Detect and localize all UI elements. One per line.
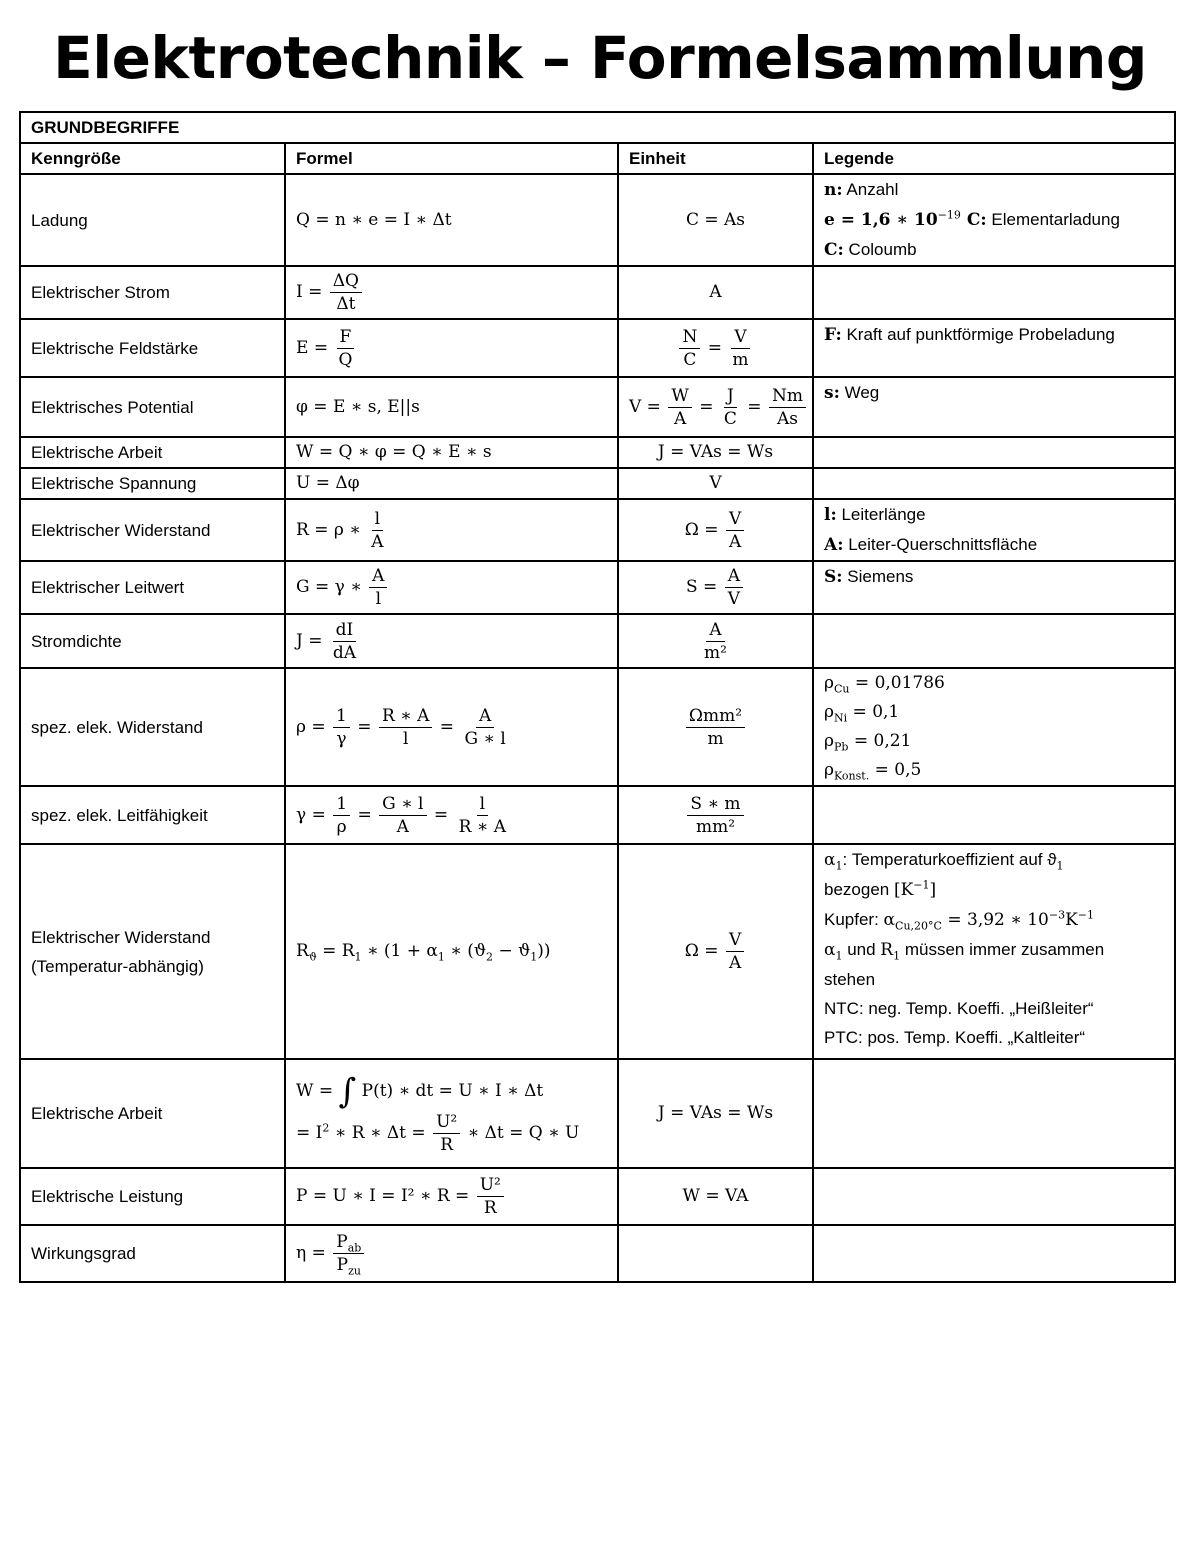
- legende: S: Siemens: [813, 561, 1175, 614]
- kenngroesse: Elektrischer Widerstand (Temperatur-abhängig): [20, 844, 285, 1059]
- formel: Q = n ∗ e = I ∗ Δt: [285, 174, 618, 266]
- legende: [813, 786, 1175, 844]
- legende: s: Weg: [813, 377, 1175, 437]
- table-row: [20, 499, 1175, 561]
- kenngroesse: Elektrischer Leitwert: [20, 561, 285, 614]
- formel: W = Q ∗ φ = Q ∗ E ∗ s: [285, 437, 618, 468]
- table-row: [20, 319, 1175, 377]
- einheit: $\frac{A}{\text{m²}}$: [618, 614, 813, 668]
- kenngroesse: Elektrische Leistung: [20, 1168, 285, 1225]
- table-row: [20, 844, 1175, 1059]
- kenngroesse: Elektrische Arbeit: [20, 437, 285, 468]
- table-row: [20, 174, 1175, 266]
- formel: J = $\frac{dI}{dA}$: [285, 614, 618, 668]
- table-row: [20, 614, 1175, 668]
- formel: φ = E ∗ s, E||s: [285, 377, 618, 437]
- einheit: A: [618, 266, 813, 319]
- legende: [813, 1168, 1175, 1225]
- header-legende: Legende: [813, 143, 1175, 174]
- einheit: J = VAs = Ws: [618, 437, 813, 468]
- formel: E = $\frac{F}{Q}$: [285, 319, 618, 377]
- table-row: [20, 437, 1175, 468]
- section-title: GRUNDBEGRIFFE: [20, 112, 1175, 143]
- kenngroesse: Elektrische Arbeit: [20, 1059, 285, 1168]
- einheit: $\frac{S ∗ m}{\text{mm²}}$: [618, 786, 813, 844]
- kenngroesse: spez. elek. Widerstand: [20, 668, 285, 786]
- table-row: [20, 786, 1175, 844]
- table-row: [20, 266, 1175, 319]
- kenngroesse: spez. elek. Leitfähigkeit: [20, 786, 285, 844]
- kenngroesse: Elektrischer Strom: [20, 266, 285, 319]
- legende: [813, 1059, 1175, 1168]
- einheit: $\frac{N}{C}$ = $\frac{V}{m}$: [618, 319, 813, 377]
- legende: [813, 266, 1175, 319]
- einheit: V: [618, 468, 813, 499]
- page-title: Elektrotechnik – Formelsammlung: [53, 24, 1147, 92]
- section-row: [20, 112, 1175, 143]
- table-row: [20, 468, 1175, 499]
- kenngroesse: Elektrische Feldstärke: [20, 319, 285, 377]
- formel: η = $P_{ab}$ $P_{zu}$: [285, 1225, 618, 1282]
- table-row: [20, 561, 1175, 614]
- kenngroesse: Elektrischer Widerstand: [20, 499, 285, 561]
- table-row: [20, 1168, 1175, 1225]
- einheit: Ωmm² m: [618, 668, 813, 786]
- formel: I = $\frac{\Delta Q}{\Delta t}$: [285, 266, 618, 319]
- einheit: J = VAs = Ws: [618, 1059, 813, 1168]
- formel: $R_ϑ = R_1$ ∗ ($1 + \alpha_1$ ∗ $(ϑ_2 - ϑ_1)$): [285, 844, 618, 1059]
- legende: n: Anzahl e = 1,6 ∗ $10^{-19}$ C: Elementarladung C: Coloumb: [813, 174, 1175, 266]
- table-row: [20, 1225, 1175, 1282]
- table-row: [20, 1059, 1175, 1168]
- formel: γ = $\frac{1}{\rho}$ = $\frac{G ∗ l}{A}$ = $\frac{l}{R ∗ A}$: [285, 786, 618, 844]
- table-row: [20, 668, 1175, 786]
- formel: G = γ ∗ $\frac{A}{l}$: [285, 561, 618, 614]
- legende: [813, 437, 1175, 468]
- formel: P = U ∗ I = I² ∗ R = $\frac{\text{U²}}{R}$: [285, 1168, 618, 1225]
- legende: $\alpha_1$: Temperaturkoeffizient auf $ϑ_1$ bezogen $[K^{-1}]$ Kupfer: $\alpha_{Cu,20^\circ C} = 3,92$ ∗ $10^{-3}K^{-1}$ $\alpha_1$ und $R_1$ müssen immer zusammen stehen NTC: neg. Temp. Koeffi. „Heißleiter“ PTC: pos. Temp. Koeffi. „Kaltleiter“: [813, 844, 1175, 1059]
- kenngroesse: Ladung: [20, 174, 285, 266]
- kenngroesse: Elektrische Spannung: [20, 468, 285, 499]
- formel: W = ∫ P(t) ∗ dt = U ∗ I ∗ Δt = $I^2$ ∗ R ∗ Δt = $\frac{\text{U²}}{R}$ ∗ Δt = Q ∗ U: [285, 1059, 618, 1168]
- formel: ρ = $\frac{1}{\gamma}$ = $\frac{R ∗ A}{l}$ = $\frac{A}{G ∗ l}$: [285, 668, 618, 786]
- legende: $\rho_{Cu} = 0,01786$ $\rho_{Ni} = 0,1$ $\rho_{Pb} = 0,21$ $\rho_{Konst.} = 0,5$: [813, 668, 1175, 786]
- einheit: S = $\frac{A}{V}$: [618, 561, 813, 614]
- formel: U = Δφ: [285, 468, 618, 499]
- formula-table: [19, 111, 1176, 1283]
- einheit: C = As: [618, 174, 813, 266]
- header-einheit: Einheit: [618, 143, 813, 174]
- legende: l: Leiterlänge A: Leiter-Querschnittsfläche: [813, 499, 1175, 561]
- header-kenngroesse: Kenngröße: [20, 143, 285, 174]
- kenngroesse: Wirkungsgrad: [20, 1225, 285, 1282]
- table-row: [20, 377, 1175, 437]
- einheit: W = VA: [618, 1168, 813, 1225]
- einheit: [618, 1225, 813, 1282]
- legende: [813, 614, 1175, 668]
- header-row: [20, 143, 1175, 174]
- legende: F: Kraft auf punktförmige Probeladung: [813, 319, 1175, 377]
- legende: [813, 468, 1175, 499]
- einheit: Ω = $\frac{V}{A}$: [618, 499, 813, 561]
- kenngroesse: Stromdichte: [20, 614, 285, 668]
- einheit: V = $\frac{W}{A}$ = $\frac{J}{C}$ = $\frac{Nm}{As}$: [618, 377, 813, 437]
- kenngroesse: Elektrisches Potential: [20, 377, 285, 437]
- einheit: Ω = $\frac{V}{A}$: [618, 844, 813, 1059]
- header-formel: Formel: [285, 143, 618, 174]
- legende: [813, 1225, 1175, 1282]
- formel: R = ρ ∗ $\frac{l}{A}$: [285, 499, 618, 561]
